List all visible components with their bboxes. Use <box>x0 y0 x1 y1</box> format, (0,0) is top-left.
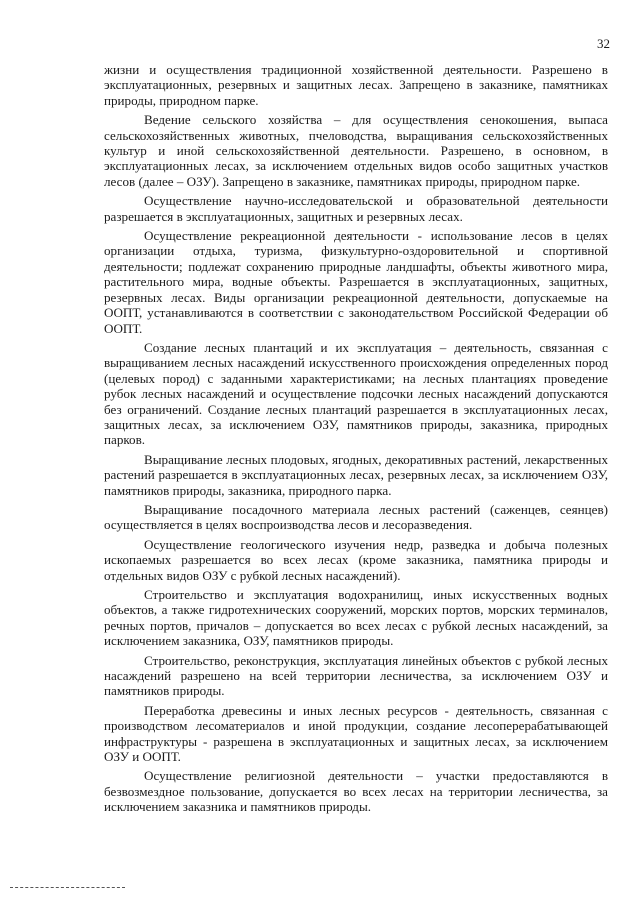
footer-divider <box>10 887 125 888</box>
paragraph-1: жизни и осуществления традиционной хозяйственной деятельности. Разрешено в эксплуатационных, резервных и защитных лесах. Запрещено в заказнике, памятниках природы, природном парке. <box>104 62 608 108</box>
paragraph-12: Осуществление религиозной деятельности – участки предоставляются в безвозмездное пользование, допускается во всех лесах на территории лесничества, за исключением заказника и памятников природы. <box>104 768 608 815</box>
paragraph-5: Создание лесных плантаций и их эксплуатация – деятельность, связанная с выращиванием лесных насаждений искусственного происхождения определенных пород (целевых пород) с заданными характеристиками; на лесных плантациях проведение рубок лесных насаждений и осуществление подсочки лесных насаждений допускаются без ограничений. Создание лесных плантаций разрешается в эксплуатационных лесах, защитных лесах, за исключением ОЗУ, памятников природы, заказника, природных парков. <box>104 339 608 448</box>
paragraph-4: Осуществление рекреационной деятельности - использование лесов в целях организации отдыха, туризма, физкультурно-оздоровительной и спортивной деятельности; подлежат сохранению природные ландшафты, объекты животного мира, растительного мира, водные объекты. Разрешается в эксплуатационных, защитных, резервных лесах. Виды организации рекреационной деятельности, допускаемые на ООПТ, устанавливаются в соответствии с законодательством Российской Федерации об ООПТ. <box>104 228 608 336</box>
paragraph-11: Переработка древесины и иных лесных ресурсов - деятельность, связанная с производством лесоматериалов и иной продукции, создание лесоперерабатывающей инфраструктуры - разрешена в эксплуатационных и защитных лесах, за исключением ОЗУ и ООПТ. <box>104 702 608 765</box>
page-number: 32 <box>597 36 610 51</box>
paragraph-8: Осуществление геологического изучения недр, разведка и добыча полезных ископаемых разрешается во всех лесах (кроме заказника, памятника природы и отдельных видов ОЗУ с рубкой лесных насаждений). <box>104 536 608 583</box>
document-body <box>104 62 608 819</box>
paragraph-3: Осуществление научно-исследовательской и образовательной деятельности разрешается в эксплуатационных, защитных и резервных лесах. <box>104 193 608 224</box>
paragraph-2: Ведение сельского хозяйства – для осуществления сенокошения, выпаса сельскохозяйственных животных, пчеловодства, выращивания сельскохозяйственных культур и иной сельскохозяйственной деятельности. Разрешено, в основном, в эксплуатационных лесах, за исключением отдельных видов особо защитных участков лесов (далее – ОЗУ). Запрещено в заказнике, памятниках природы, природном парке. <box>104 112 608 189</box>
paragraph-9: Строительство и эксплуатация водохранилищ, иных искусственных водных объектов, а также гидротехнических сооружений, морских портов, морских терминалов, речных портов, причалов – допускается во всех лесах с рубкой лесных насаждений, за исключением заказника, ОЗУ, памятников природы. <box>104 587 608 649</box>
paragraph-10: Строительство, реконструкция, эксплуатация линейных объектов с рубкой лесных насаждений разрешено на всей территории лесничества, за исключением ОЗУ и памятников природы. <box>104 652 608 699</box>
paragraph-7: Выращивание посадочного материала лесных растений (саженцев, сеянцев) осуществляется в целях воспроизводства лесов и лесоразведения. <box>104 501 608 533</box>
paragraph-6: Выращивание лесных плодовых, ягодных, декоративных растений, лекарственных растений разрешается в эксплуатационных лесах, резервных лесах, за исключением ОЗУ, памятников природы, заказника, природного парка. <box>104 451 608 498</box>
